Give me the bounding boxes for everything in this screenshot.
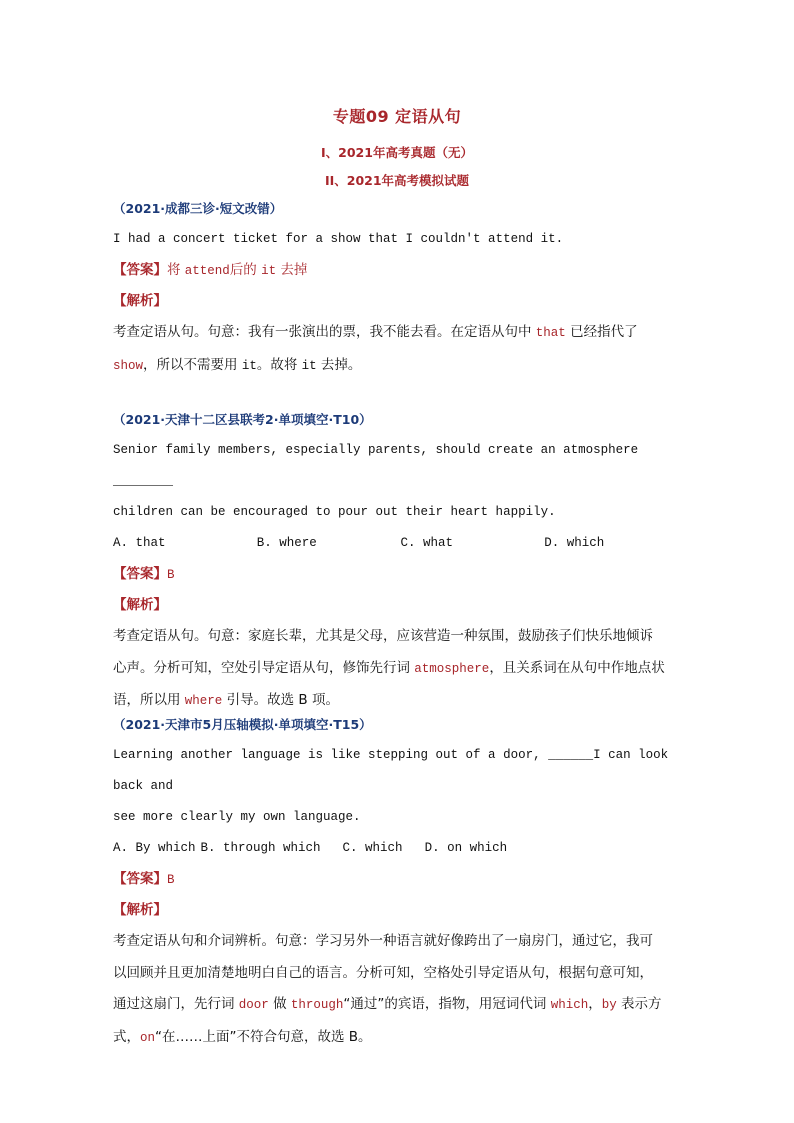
analysis-label: 【解析】 bbox=[113, 902, 167, 918]
question-stem: I had a concert ticket for a show that I couldn't attend it. bbox=[113, 232, 564, 246]
question-1 bbox=[113, 198, 688, 382]
analysis-fragment: 式， bbox=[113, 1028, 140, 1045]
analysis-fragment: 去掉。 bbox=[316, 356, 362, 373]
question-source: （2021·天津市5月压轴模拟·单项填空·T15） bbox=[113, 717, 372, 732]
analysis-code: atmosphere bbox=[414, 661, 490, 676]
answer-code: attend bbox=[184, 264, 230, 278]
analysis-text bbox=[113, 317, 688, 382]
question-stem-line-2: children can be encouraged to pour out their heart happily. bbox=[113, 505, 556, 519]
analysis-row bbox=[113, 895, 688, 926]
options-row bbox=[113, 528, 688, 559]
option-c: C. which bbox=[342, 841, 403, 855]
analysis-code: on bbox=[140, 1030, 156, 1045]
answer-text-pre: 将 bbox=[167, 262, 185, 278]
analysis-fragment: 考查定语从句。句意：我有一张演出的票，我不能去看。在定语从句中 bbox=[113, 324, 536, 340]
question-source: （2021·天津十二区县联考2·单项填空·T10） bbox=[113, 412, 372, 427]
question-stem-line-2: see more clearly my own language. bbox=[113, 810, 361, 824]
option-a: A. that bbox=[113, 536, 166, 550]
analysis-fragment: 考查定语从句。句意：家庭长辈，尤其是父母，应该营造一种氛围，鼓励孩子们快乐地倾诉 bbox=[113, 628, 653, 644]
analysis-code: where bbox=[184, 694, 223, 708]
analysis-row bbox=[113, 590, 688, 621]
answer-value: B bbox=[167, 873, 175, 887]
analysis-fragment: “通过”的宾语，指物，用冠词代词 bbox=[343, 996, 551, 1012]
options-row bbox=[113, 833, 688, 864]
option-a: A. By which bbox=[113, 841, 196, 855]
analysis-code: it bbox=[241, 358, 257, 373]
analysis-fragment: 表示方 bbox=[616, 996, 662, 1012]
section-heading-mock-exams: II、2021年高考模拟试题 bbox=[324, 173, 470, 188]
analysis-code: show bbox=[113, 358, 144, 373]
answer-label: 【答案】 bbox=[113, 566, 167, 582]
answer-label: 【答案】 bbox=[113, 871, 167, 887]
analysis-label: 【解析】 bbox=[113, 293, 167, 309]
answer-text-post: 去掉 bbox=[276, 262, 308, 278]
answer-value: B bbox=[167, 568, 175, 582]
answer-code: it bbox=[261, 264, 277, 278]
analysis-fragment: 以回顾并且更加清楚地明白自己的语言。分析可知，空格处引导定语从句，根据句意可知， bbox=[113, 964, 653, 981]
analysis-code: by bbox=[601, 998, 617, 1012]
analysis-text bbox=[113, 926, 688, 1054]
analysis-fragment: “在……上面”不符合句意，故选 B。 bbox=[155, 1028, 372, 1045]
answer-label: 【答案】 bbox=[113, 262, 167, 278]
analysis-fragment: 。故将 bbox=[256, 356, 302, 373]
question-source: （2021·成都三诊·短文改错） bbox=[113, 201, 283, 216]
analysis-fragment: ，且关系词在从句中作地点状 bbox=[489, 659, 665, 676]
analysis-code: through bbox=[290, 998, 344, 1012]
section-heading-real-exams: I、2021年高考真题（无） bbox=[321, 145, 473, 160]
answer-text-mid: 后的 bbox=[229, 262, 262, 278]
analysis-code: which bbox=[550, 998, 589, 1012]
option-d: D. which bbox=[544, 536, 605, 550]
analysis-code: door bbox=[238, 998, 269, 1012]
analysis-text bbox=[113, 621, 688, 718]
option-b: B. where bbox=[256, 536, 317, 550]
analysis-fragment: 语，所以用 bbox=[113, 692, 185, 708]
analysis-fragment: ， bbox=[588, 996, 602, 1012]
analysis-label: 【解析】 bbox=[113, 597, 167, 613]
question-stem-line-1: Senior family members, especially parents, should create an atmosphere ________ bbox=[113, 443, 646, 488]
answer-row bbox=[113, 559, 688, 590]
option-c: C. what bbox=[400, 536, 454, 550]
analysis-fragment: 考查定语从句和介词辨析。句意：学习另外一种语言就好像跨出了一扇房门，通过它，我可 bbox=[113, 933, 653, 949]
answer-row bbox=[113, 864, 688, 895]
question-stem-line-1: Learning another language is like stepping out of a door, ______I can look back and bbox=[113, 748, 676, 793]
analysis-code: that bbox=[535, 326, 566, 340]
analysis-row bbox=[113, 286, 688, 317]
analysis-code: it bbox=[301, 358, 317, 373]
analysis-fragment: 心声。分析可知，空处引导定语从句，修饰先行词 bbox=[113, 659, 415, 676]
option-d: D. on which bbox=[424, 841, 508, 855]
option-b: B. through which bbox=[200, 841, 321, 855]
page-title: 专题09 定语从句 bbox=[332, 107, 462, 126]
analysis-fragment: 通过这扇门，先行词 bbox=[113, 996, 239, 1012]
analysis-fragment: 做 bbox=[268, 996, 291, 1012]
analysis-fragment: ，所以不需要用 bbox=[143, 356, 242, 373]
analysis-fragment: 引导。故选 B 项。 bbox=[222, 692, 339, 708]
analysis-fragment: 已经指代了 bbox=[565, 324, 638, 340]
question-2 bbox=[113, 409, 688, 718]
question-3 bbox=[113, 714, 688, 1054]
answer-row bbox=[113, 255, 688, 286]
